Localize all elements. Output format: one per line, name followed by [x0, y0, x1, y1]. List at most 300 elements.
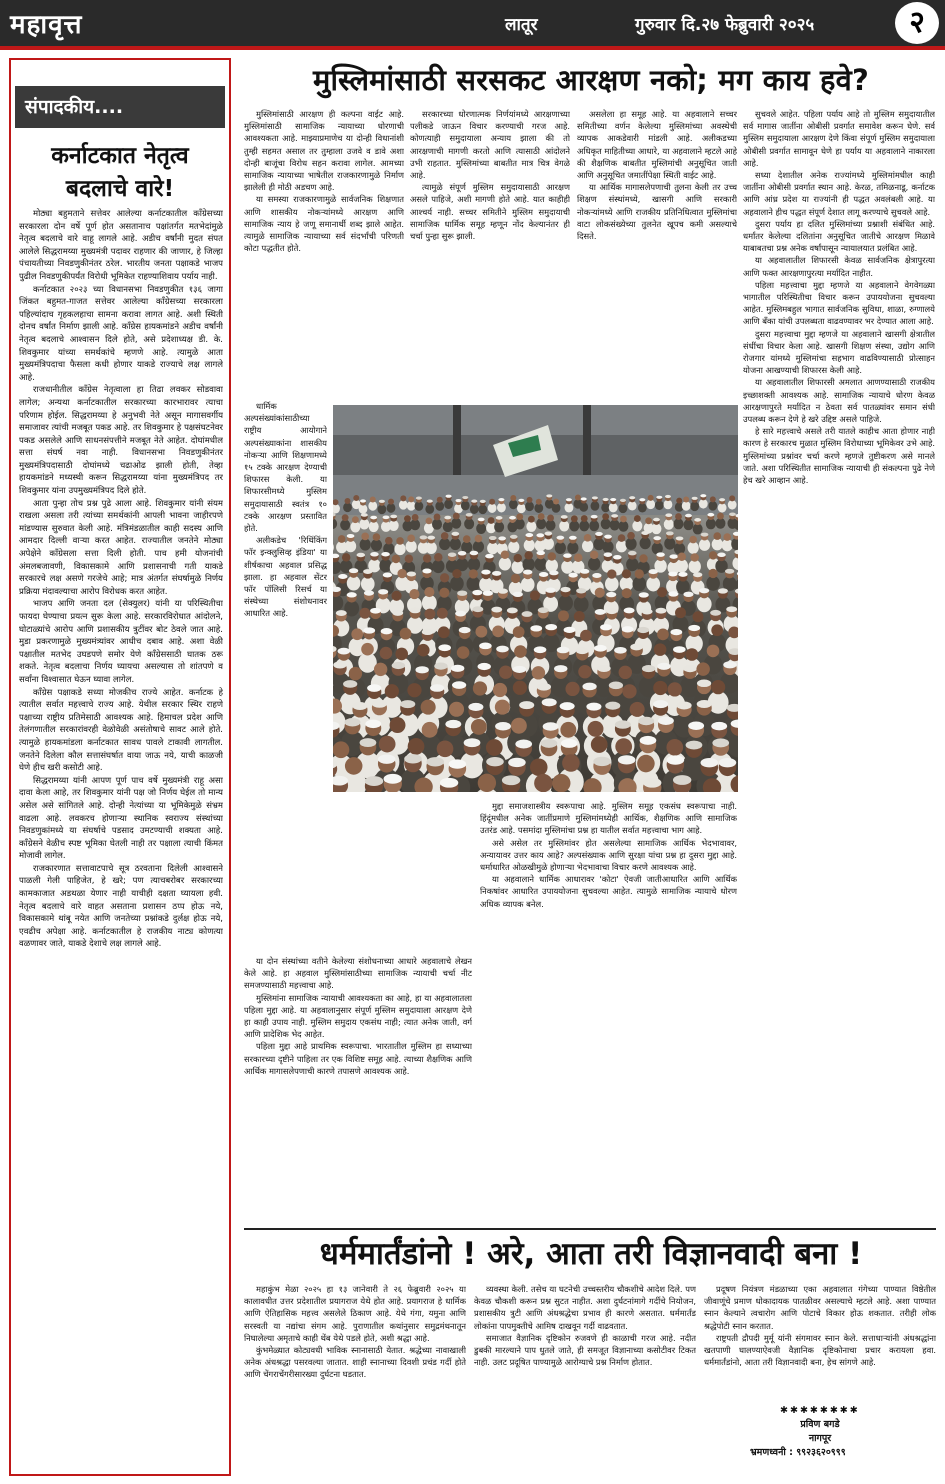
- crowd-person-head: [400, 495, 406, 501]
- crowd-person-head: [530, 758, 548, 776]
- crowd-person-head: [423, 554, 431, 562]
- crowd-person-body: [579, 502, 588, 512]
- crowd-person-head: [390, 717, 406, 733]
- article-paragraph: या समस्या राजकारणामुळे सार्वजनिक शिक्षणात आणि शासकीय नोकऱ्यांमध्ये आरक्षण आणि सामाजिक न्याय हे जणू समानार्थी शब्द झाले आहेत. त्यामुळे सामाजिक न्यायाच्या सर्व संदर्भांची परिणती कोटा पद्धतीत होते.: [244, 194, 404, 254]
- crowd-person-body: [582, 540, 593, 552]
- crowd-person-body: [601, 518, 611, 529]
- crowd-person-cap: [560, 702, 575, 710]
- crowd-person-cap: [378, 589, 388, 594]
- crowd-person-cap: [370, 608, 381, 614]
- crowd-person-head: [524, 551, 532, 559]
- crowd-person-body: [676, 559, 688, 573]
- crowd-person-cap: [665, 495, 671, 498]
- crowd-person-head: [385, 684, 399, 698]
- crowd-person-cap: [360, 499, 366, 502]
- crowd-person-body: [432, 560, 444, 574]
- crowd-person-head: [424, 609, 435, 620]
- crowd-person-head: [361, 533, 369, 541]
- article-paragraph: धार्मिक अल्पसंख्यांकांसाठीच्या राष्ट्रीय आयोगाने अल्पसंख्याकांना शासकीय नोकऱ्या आणि शिक्षणामध्ये १५ टक्के आरक्षण देण्याची शिफारस केली. या शिफारसीमध्ये मुस्लिम समुदायासाठी स्वतंत्र १० टक्के आरक्षण प्रस्तावित होते.: [244, 401, 327, 534]
- crowd-person-body: [359, 504, 368, 514]
- crowd-person-cap: [719, 498, 725, 501]
- crowd-person-cap: [496, 516, 503, 520]
- crowd-person-body: [515, 519, 525, 530]
- crowd-person-head: [536, 499, 542, 505]
- crowd-person-head: [513, 681, 527, 695]
- crowd-person-cap: [400, 700, 415, 708]
- crowd-person-cap: [683, 665, 696, 672]
- crowd-person-cap: [361, 513, 368, 517]
- crowd-person-head: [475, 626, 487, 638]
- crowd-person-cap: [653, 700, 668, 708]
- crowd-person-head: [591, 736, 608, 753]
- author-name: प्रविण बगडे: [800, 1419, 840, 1430]
- crowd-person-body: [699, 499, 708, 509]
- crowd-person-body: [359, 519, 369, 530]
- article-1-column-1: [244, 108, 404, 400]
- crowd-person-head: [693, 611, 704, 622]
- crowd-person-cap: [629, 496, 635, 499]
- crowd-person-cap: [420, 535, 428, 539]
- crowd-person-head: [342, 553, 350, 561]
- crowd-person-body: [706, 576, 720, 591]
- crowd-person-body: [632, 576, 646, 591]
- crowd-person-body: [561, 560, 573, 574]
- crowd-person-cap: [383, 573, 392, 578]
- crowd-person-body: [389, 520, 399, 531]
- crowd-person-cap: [422, 629, 434, 635]
- crowd-person-body: [626, 558, 638, 572]
- crowd-person-cap: [639, 592, 649, 597]
- crowd-person-body: [464, 518, 474, 529]
- crowd-person-head: [696, 662, 709, 675]
- crowd-person-head: [717, 513, 724, 520]
- crowd-person-head: [689, 536, 697, 544]
- crowd-person-cap: [485, 554, 493, 559]
- article-2-column-2: [474, 1283, 696, 1479]
- crowd-person-cap: [508, 758, 526, 767]
- crowd-person-cap: [333, 661, 346, 668]
- crowd-person-body: [589, 520, 599, 531]
- crowd-person-head: [478, 774, 496, 792]
- crowd-person-cap: [464, 738, 481, 747]
- crowd-person-head: [711, 624, 723, 636]
- crowd-person-head: [729, 495, 735, 501]
- crowd-person-head: [565, 682, 579, 696]
- crowd-person-cap: [495, 722, 511, 730]
- article-paragraph: सरकारच्या धोरणात्मक निर्णयांमध्ये आरक्षणाच्या पलीकडे जाऊन विचार करण्याची गरज आहे. कोणत्याही समुदायाला अन्याय झाला की तो आरक्षणाची मागणी करतो आणि त्यासाठी आंदोलने उभी राहतात. मुस्लिमांच्या बाबतीत मात्र चित्र वेगळे आहे.: [410, 109, 570, 181]
- crowd-person-body: [602, 541, 613, 553]
- crowd-person-cap: [694, 518, 701, 522]
- crowd-person-cap: [381, 552, 389, 557]
- crowd-person-cap: [392, 662, 405, 669]
- crowd-person-head: [571, 515, 578, 522]
- crowd-person-cap: [606, 608, 617, 614]
- crowd-person-cap: [427, 500, 433, 503]
- crowd-person-cap: [422, 569, 431, 574]
- crowd-person-cap: [609, 682, 623, 690]
- article-paragraph: पहिला महत्त्वाचा मुद्दा म्हणजे या अहवालाने वेगवेगळ्या भागातील परिस्थितीचा विचार करून उपाययोजना सुचवल्या आहेत. मुस्लिमबहुल भागात सार्वजनिक सुविधा, शाळा, रुग्णालये आणि बँका यांची उपलब्धता वाढवण्यावर भर देण्यात आला आहे.: [743, 279, 935, 327]
- crowd-person-body: [377, 505, 386, 515]
- crowd-person-cap: [498, 536, 506, 540]
- crowd-person-cap: [620, 499, 626, 502]
- crowd-person-cap: [364, 590, 374, 595]
- crowd-person-head: [581, 515, 588, 522]
- crowd-person-body: [546, 559, 558, 573]
- crowd-person-head: [607, 569, 616, 578]
- crowd-person-body: [426, 542, 437, 554]
- crowd-person-cap: [593, 757, 611, 766]
- crowd-photo-illustration: [333, 405, 738, 792]
- crowd-person-head: [575, 494, 581, 500]
- crowd-person-head: [434, 553, 442, 561]
- crowd-person-cap: [483, 590, 493, 595]
- crowd-person-cap: [357, 553, 365, 558]
- crowd-person-cap: [641, 531, 649, 535]
- crowd-person-head: [434, 514, 441, 521]
- crowd-person-cap: [545, 531, 553, 535]
- crowd-person-body: [552, 503, 561, 513]
- crowd-person-cap: [415, 666, 428, 673]
- crowd-person-head: [404, 515, 411, 522]
- crowd-person-cap: [426, 757, 444, 766]
- crowd-person-body: [688, 560, 700, 574]
- crowd-person-body: [410, 519, 420, 530]
- article-1-column-4: [743, 108, 935, 1230]
- crowd-person-body: [616, 540, 627, 552]
- crowd-person-head: [511, 574, 520, 583]
- crowd-person-head: [437, 608, 448, 619]
- crowd-person-cap: [363, 627, 375, 633]
- crowd-person-head: [440, 573, 449, 582]
- crowd-person-head: [562, 754, 580, 772]
- crowd-person-cap: [537, 683, 551, 691]
- crowd-person-body: [497, 503, 506, 513]
- crowd-person-cap: [489, 536, 497, 540]
- crowd-person-body: [450, 576, 464, 591]
- crowd-person-cap: [605, 702, 620, 710]
- crowd-person-cap: [536, 551, 544, 556]
- crowd-person-body: [508, 541, 519, 553]
- crowd-person-body: [682, 501, 691, 511]
- crowd-person-cap: [665, 513, 672, 517]
- crowd-person-head: [690, 553, 698, 561]
- crowd-person-head: [333, 741, 349, 758]
- crowd-person-cap: [519, 701, 534, 709]
- crowd-person-cap: [557, 536, 565, 540]
- crowd-person-cap: [701, 758, 719, 767]
- crowd-person-cap: [622, 626, 634, 632]
- crowd-person-body: [521, 577, 535, 592]
- crowd-person-cap: [711, 722, 727, 730]
- crowd-person-head: [425, 517, 432, 524]
- crowd-person-head: [645, 517, 652, 524]
- crowd-person-body: [609, 503, 618, 513]
- crowd-person-cap: [384, 774, 402, 784]
- article-paragraph: या अहवालाने धार्मिक आधारावर 'कोटा' ऐवजी जातीआधारित आणि आर्थिक निकषांवर आधारित उपाययोजना सुचवल्या आहेत. त्यामुळे सामाजिक न्यायाचे धोरण अधिक व्यापक बनेल.: [480, 874, 737, 909]
- editorial-section-label: संपादकीय....: [15, 86, 225, 128]
- crowd-person-body: [333, 541, 334, 553]
- crowd-person-cap: [649, 569, 658, 574]
- crowd-person-cap: [673, 646, 686, 653]
- crowd-person-cap: [438, 644, 451, 651]
- crowd-person-head: [422, 722, 438, 738]
- crowd-person-head: [558, 610, 569, 621]
- crowd-person-head: [395, 648, 408, 661]
- crowd-person-body: [450, 538, 461, 550]
- crowd-person-head: [530, 590, 540, 600]
- crowd-person-body: [688, 542, 699, 554]
- crowd-person-body: [690, 502, 699, 512]
- crowd-person-head: [511, 718, 527, 734]
- crowd-person-cap: [536, 533, 544, 537]
- crowd-person-head: [547, 515, 554, 522]
- crowd-person-body: [361, 577, 375, 592]
- crowd-person-head: [359, 608, 370, 619]
- crowd-person-head: [619, 666, 632, 679]
- crowd-person-cap: [657, 663, 670, 670]
- crowd-person-head: [538, 513, 545, 520]
- crowd-person-cap: [643, 778, 661, 788]
- crowd-person-head: [560, 722, 576, 738]
- crowd-person-body: [699, 539, 710, 551]
- crowd-person-cap: [581, 497, 587, 500]
- crowd-person-cap: [597, 665, 610, 672]
- crowd-person-cap: [468, 703, 483, 711]
- crowd-person-head: [588, 721, 604, 737]
- crowd-person-body: [559, 521, 569, 532]
- crowd-person-body: [534, 503, 543, 513]
- article-paragraph: समाजात वैज्ञानिक दृष्टिकोन रुजवणे ही काळाची गरज आहे. नदीत डुबकी मारल्याने पाप धुतले जाते, ही समजूत विज्ञानाच्या कसोटीवर टिकत नाही. उलट प्रदूषित पाण्यामुळे आरोग्याचे प्रश्न निर्माण होतात.: [474, 1332, 696, 1368]
- editorial-paragraph: सिद्धरामय्या यांनी आपण पूर्ण पाच वर्षे मुख्यमंत्री राहू असा दावा केला आहे, तर शिवकुमार यांनी पक्ष जो निर्णय घेईल तो मान्य असेल असे सांगितले आहे. दोन्ही नेत्यांच्या या भूमिकेमुळे संभ्रम वाढला आहे. लवकरच होणाऱ्या स्थानिक स्वराज्य संस्थांच्या निवडणुकांमध्ये या संघर्षाचे पडसाद उमटण्याची शक्यता आहे. काँग्रेसने वेळीच स्पष्ट भूमिका घेतली नाही तर पक्षाला त्याची किंमत मोजावी लागेल.: [19, 775, 223, 862]
- article-paragraph: मुस्लिमांसाठी आरक्षण ही कल्पना वाईट आहे. मुस्लिमांसाठी सामाजिक न्यायाच्या धोरणाची आवश्यकता आहे. माझ्याप्रमाणेच या दोन्ही विधानांशी तुम्ही सहमत असाल तर तुम्हाला उजवे व डावे अशा दोन्ही बाजूंचा विरोध सहन करावा लागेल. आमच्या सामाजिक न्यायाच्या भाषेतील राजकारणामुळे निर्माण झालेली ही मोठी अडचण आहे.: [244, 109, 404, 193]
- crowd-person-cap: [564, 627, 576, 633]
- crowd-person-cap: [370, 516, 377, 520]
- article-1-narrow-column: [244, 400, 327, 955]
- crowd-person-cap: [717, 553, 725, 558]
- crowd-person-cap: [701, 533, 709, 537]
- crowd-person-body: [625, 538, 636, 550]
- article-1-bottom-left: [244, 955, 472, 1225]
- crowd-person-body: [345, 540, 356, 552]
- crowd-person-cap: [383, 516, 390, 520]
- crowd-person-head: [683, 497, 689, 503]
- crowd-person-cap: [592, 573, 601, 578]
- crowd-person-body: [664, 500, 673, 510]
- crowd-person-head: [654, 643, 667, 656]
- editorial-paragraph: मोठ्या बहुमताने सत्तेवर आलेल्या कर्नाटकातील काँग्रेसच्या सरकारला दोन वर्षे पूर्ण होत असतानाच पक्षांतर्गत मतभेदांमुळे नेतृत्व बदलाचे वारे वाहू लागले आहे. अडीच वर्षांनी मुदत संपत आलेले सिद्धरामय्या मुख्यमंत्री पदावर राहणार की जाणार, हे जिल्हा पंचायतीच्या निवडणुकीनंतर ठरेल. भारतीय जनता पक्षाकडे भाजप पुढील निवडणुकीपर्यंत विरोधी भूमिकेत राहण्याशिवाय पर्याय नाही.: [19, 209, 223, 282]
- crowd-person-cap: [480, 500, 486, 503]
- crowd-person-cap: [560, 587, 570, 592]
- crowd-person-cap: [697, 700, 712, 708]
- crowd-person-cap: [594, 645, 607, 652]
- crowd-person-head: [639, 554, 647, 562]
- crowd-person-body: [461, 501, 470, 511]
- crowd-person-head: [723, 533, 731, 541]
- crowd-person-cap: [367, 684, 381, 692]
- crowd-person-cap: [459, 627, 471, 633]
- crowd-person-body: [333, 595, 343, 611]
- crowd-person-cap: [624, 608, 635, 614]
- crowd-person-cap: [360, 738, 377, 747]
- header-rule: [0, 46, 945, 50]
- crowd-person-cap: [444, 516, 451, 520]
- crowd-person-head: [622, 588, 632, 598]
- crowd-person-cap: [502, 775, 520, 785]
- crowd-person-cap: [693, 572, 702, 577]
- crowd-person-head: [412, 514, 419, 521]
- crowd-person-head: [473, 681, 487, 695]
- crowd-person-cap: [591, 515, 598, 519]
- crowd-person-cap: [523, 570, 532, 575]
- crowd-person-body: [651, 523, 661, 534]
- crowd-person-cap: [440, 778, 458, 788]
- crowd-person-head: [709, 551, 717, 559]
- crowd-person-head: [453, 513, 460, 520]
- crowd-person-head: [516, 513, 523, 520]
- crowd-person-head: [345, 757, 363, 775]
- article-paragraph: मुस्लिमांना सामाजिक न्यायाची आवश्यकता का आहे, हा या अहवालातला पहिला मुद्दा आहे. या अहवालानुसार संपूर्ण मुस्लिम समुदायाला आरक्षण देणे हा काही उपाय नाही. मुस्लिम समुदाय एकसंध नाही; त्यात अनेक जाती, वर्ग आणि प्रादेशिक भेद आहेत.: [244, 992, 472, 1040]
- crowd-person-body: [509, 500, 518, 510]
- crowd-person-head: [353, 495, 359, 501]
- author-phone: भ्रमणध्वनी : ९९२३६२०९९९: [750, 1447, 846, 1458]
- crowd-person-body: [343, 503, 352, 513]
- crowd-person-cap: [451, 665, 464, 672]
- crowd-person-body: [444, 499, 453, 509]
- crowd-person-body: [683, 519, 693, 530]
- crowd-person-head: [421, 700, 436, 715]
- crowd-person-body: [517, 504, 526, 514]
- crowd-person-head: [686, 648, 699, 661]
- crowd-person-cap: [554, 665, 567, 672]
- crowd-person-cap: [699, 588, 709, 593]
- editorial-title-line-1: कर्नाटकात नेतृत्व: [51, 143, 189, 169]
- author-city: नागपूर: [808, 1433, 832, 1444]
- editorial-paragraph: राजकारणात सत्तावाटपाचे सूत्र ठरवताना दिलेली आश्वासने पाळली गेली पाहिजेत, हे खरे; पण त्याचबरोबर सरकारच्या कामकाजात अडथळा येणार नाही याचीही दक्षता घ्यायला हवी. नेतृत्व बदलाचे वारे वाहत असताना प्रशासन ठप्प होऊ नये, विकासकामे थांबू नयेत आणि जनतेच्या प्रश्नांकडे दुर्लक्ष होऊ नये, एवढीच अपेक्षा आहे. कर्नाटकातील हे राजकीय नाट्य कोणत्या वळणावर जाते, याकडे देशाचे लक्ष लागले आहे.: [19, 863, 223, 950]
- crowd-person-cap: [568, 573, 577, 578]
- crowd-person-body: [673, 518, 683, 529]
- signature-stars: ✱✱✱✱✱✱✱✱: [780, 1405, 860, 1416]
- crowd-person-head: [595, 588, 605, 598]
- crowd-person-body: [522, 558, 534, 572]
- crowd-person-cap: [343, 680, 357, 688]
- crowd-person-head: [463, 535, 471, 543]
- crowd-person-body: [432, 519, 442, 530]
- crowd-person-cap: [492, 571, 501, 576]
- editorial-title: [15, 140, 225, 206]
- crowd-person-cap: [363, 569, 372, 574]
- crowd-person-cap: [604, 535, 612, 539]
- crowd-person-cap: [669, 554, 677, 559]
- crowd-person-cap: [390, 515, 397, 519]
- crowd-person-head: [449, 702, 464, 717]
- crowd-person-head: [392, 555, 400, 563]
- edition-date: गुरुवार दि.२७ फेब्रुवारी २०२५: [635, 15, 815, 35]
- crowd-person-cap: [466, 513, 473, 517]
- crowd-person-cap: [452, 532, 460, 536]
- crowd-person-head: [574, 611, 585, 622]
- crowd-person-cap: [427, 536, 435, 540]
- crowd-person-cap: [407, 572, 416, 577]
- crowd-person-head: [457, 646, 470, 659]
- crowd-person-body: [567, 542, 578, 554]
- crowd-person-body: [555, 542, 566, 554]
- article-paragraph: व्यवस्था केली. तसेच या घटनेची उच्चस्तरीय चौकशीचे आदेश दिले. पण केवळ चौकशी करून प्रश्न सुटत नाहीत. अशा दुर्घटनांमागे गर्दीचे नियोजन, प्रशासकीय त्रुटी आणि अंधश्रद्धेचा प्रभाव ही कारणे असतात. धर्ममार्तंड लोकांना पापमुक्तीचे आमिष दाखवून गर्दी वाढवतात.: [474, 1284, 696, 1331]
- crowd-person-body: [414, 501, 423, 511]
- crowd-person-body: [494, 522, 504, 533]
- crowd-person-body: [546, 520, 556, 531]
- crowd-person-cap: [676, 536, 684, 540]
- crowd-person-body: [664, 537, 675, 549]
- crowd-person-cap: [606, 592, 616, 597]
- crowd-person-cap: [345, 718, 361, 726]
- crowd-person-head: [622, 569, 631, 578]
- crowd-person-cap: [549, 570, 558, 575]
- crowd-person-body: [579, 520, 589, 531]
- crowd-person-body: [706, 518, 716, 529]
- crowd-person-cap: [449, 759, 467, 768]
- crowd-person-cap: [448, 552, 456, 557]
- crowd-person-head: [388, 499, 394, 505]
- crowd-person-head: [417, 644, 430, 657]
- crowd-person-cap: [576, 588, 586, 593]
- crowd-person-body: [488, 503, 497, 513]
- crowd-figures: [333, 494, 738, 792]
- crowd-person-body: [399, 500, 408, 510]
- crowd-person-head: [657, 587, 667, 597]
- article-1-bottom-right: [480, 800, 737, 1225]
- crowd-person-cap: [603, 498, 609, 501]
- crowd-person-head: [615, 738, 632, 755]
- crowd-person-cap: [479, 642, 492, 649]
- crowd-person-cap: [683, 592, 693, 597]
- crowd-person-head: [352, 516, 359, 523]
- crowd-person-cap: [498, 588, 508, 593]
- crowd-person-head: [407, 683, 421, 697]
- crowd-person-cap: [697, 679, 711, 687]
- crowd-person-cap: [557, 647, 570, 654]
- crowd-person-cap: [545, 624, 557, 630]
- crowd-person-body: [406, 540, 417, 552]
- crowd-person-cap: [522, 611, 533, 617]
- crowd-person-cap: [509, 516, 516, 520]
- crowd-person-head: [711, 680, 725, 694]
- crowd-person-body: [640, 537, 651, 549]
- crowd-person-cap: [379, 500, 385, 503]
- crowd-person-body: [638, 503, 647, 513]
- crowd-person-cap: [653, 518, 660, 522]
- crowd-person-body: [422, 595, 437, 611]
- crowd-person-cap: [595, 609, 606, 615]
- crowd-person-body: [728, 500, 737, 510]
- crowd-person-head: [380, 647, 393, 660]
- crowd-person-body: [715, 518, 725, 529]
- editorial-title-line-2: बदलाचे वारे!: [65, 176, 175, 202]
- crowd-person-cap: [700, 494, 706, 497]
- crowd-person-body: [468, 558, 480, 572]
- article-paragraph: दुसरा पर्याय हा दलित मुस्लिमांच्या प्रश्नाशी संबंधित आहे. धर्मांतर केलेल्या दलितांना अनुसूचित जातीचे आरक्षण मिळावे याबाबतचा प्रश्न अनेक वर्षांपासून न्यायालयात प्रलंबित आहे.: [743, 218, 935, 254]
- article-1-column-3: [577, 108, 737, 400]
- crowd-person-cap: [670, 629, 682, 635]
- masthead-logo: महावृत्त: [10, 10, 83, 40]
- crowd-person-head: [510, 495, 516, 501]
- crowd-person-cap: [538, 607, 549, 613]
- article-paragraph: असलेला हा समूह आहे. या अहवालाने सच्चर समितीच्या वर्णन केलेल्या मुस्लिमांच्या अवस्थेची व्यापक आकडेवारी मांडली आहे. अलीकडच्या अधिकृत माहितीच्या आधारे, या अहवालाने म्हटले आहे की शैक्षणिक बाबतीत मुस्लिमांची अनुसूचित जाती आणि अनुसूचित जमातींपेक्षा स्थिती वाईट आहे.: [577, 109, 737, 181]
- crowd-person-cap: [658, 717, 674, 725]
- crowd-person-cap: [668, 572, 677, 577]
- crowd-person-cap: [618, 755, 636, 764]
- crowd-person-cap: [561, 739, 578, 748]
- article-2-headline: धर्ममार्तंडांनो ! अरे, आता तरी विज्ञानवादी बना !: [319, 1236, 863, 1272]
